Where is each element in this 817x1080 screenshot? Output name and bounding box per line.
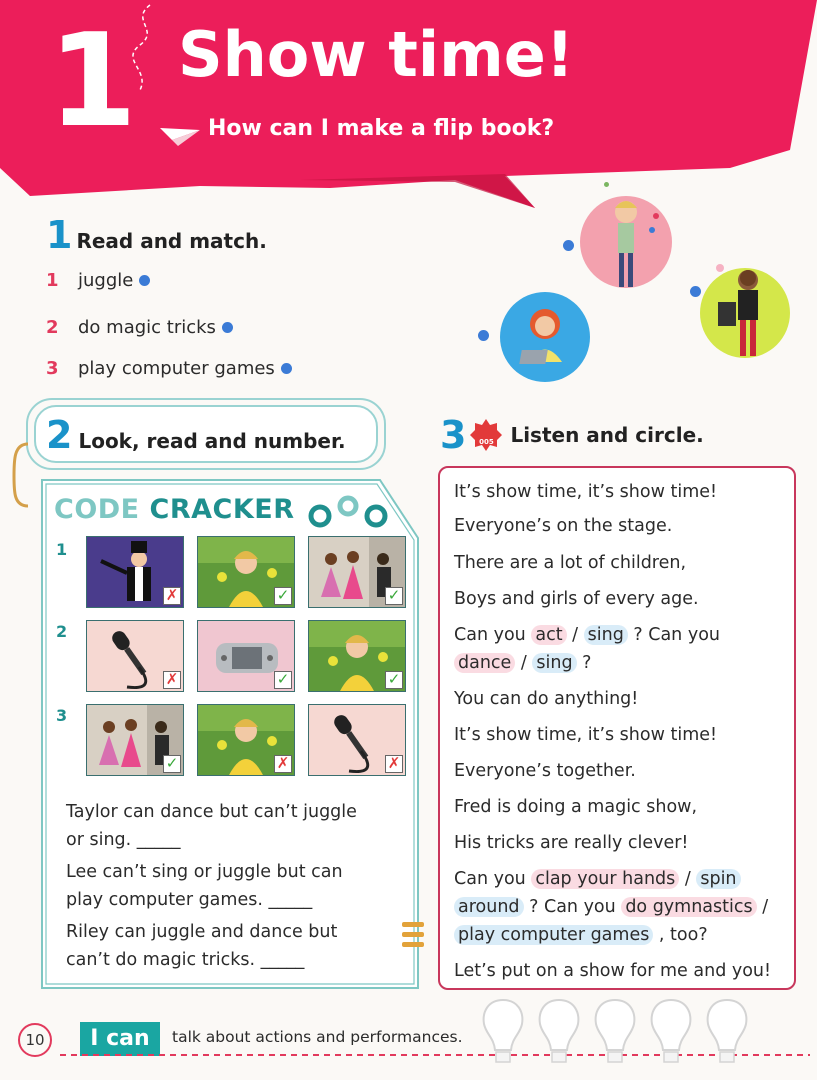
gears-icon [304, 492, 394, 532]
cross-icon: ✗ [385, 755, 403, 773]
tick-icon: ✓ [274, 587, 292, 605]
match-item-2[interactable]: 2 do magic tricks [46, 317, 233, 338]
audio-track-badge[interactable]: 005 [470, 419, 502, 451]
choice-sing-2[interactable]: sing [532, 653, 576, 673]
song-line: dance / sing ? [454, 653, 591, 673]
sentence-3: Riley can juggle and dance but can’t do magic tricks. _____ [66, 918, 396, 974]
song-line: You can do anything! [454, 689, 639, 709]
juggler-figure-icon [580, 186, 672, 296]
song-line: Everyone’s on the stage. [454, 516, 673, 536]
i-can-statement: talk about actions and performances. [172, 1028, 463, 1046]
unit-number: 1 [48, 7, 134, 156]
exercise1-title: Read and match. [76, 229, 267, 253]
song-line: Everyone’s together. [454, 761, 636, 781]
exercise2-heading [46, 413, 346, 457]
song-line: Fred is doing a magic show, [454, 797, 698, 817]
exercise1-heading [46, 213, 267, 257]
song-line: It’s show time, it’s show time! [454, 482, 718, 502]
row-number: 2 [56, 622, 68, 641]
choice-clap-your-hands[interactable]: clap your hands [531, 869, 679, 889]
tick-icon: ✓ [385, 587, 403, 605]
choice-spin-around[interactable]: around [454, 897, 524, 917]
song-line: Can you clap your hands / spin [454, 869, 741, 889]
song-line: around ? Can you do gymnastics / [454, 897, 768, 917]
match-dot[interactable] [281, 363, 292, 374]
exercise3-title: Listen and circle. [510, 423, 704, 447]
picture-mic [86, 620, 184, 692]
dashed-divider [60, 1052, 810, 1058]
picture-juggle [197, 536, 295, 608]
match-dot-magic[interactable] [690, 286, 701, 297]
match-dot[interactable] [139, 275, 150, 286]
gamer-figure-icon [500, 292, 590, 382]
lightbulb-icon[interactable] [536, 996, 582, 1070]
song-line: play computer games , too? [454, 925, 708, 945]
code-cracker-title: CODE CRACKER [54, 494, 295, 525]
choice-dance[interactable]: dance [454, 653, 515, 673]
row-number: 1 [56, 540, 68, 559]
binder-ring-icon [10, 440, 32, 510]
lightbulb-icon[interactable] [592, 996, 638, 1070]
picture-juggle [197, 704, 295, 776]
picture-dance [86, 704, 184, 776]
unit-subtitle: How can I make a flip book? [208, 116, 555, 141]
exercise3-number: 3 [440, 413, 467, 457]
unit-title: Show time! [178, 18, 575, 91]
song-line: His tricks are really clever! [454, 833, 689, 853]
exercise2-number: 2 [46, 413, 73, 457]
exercise2-title: Look, read and number. [78, 429, 346, 453]
lightbulb-icon[interactable] [480, 996, 526, 1070]
choice-do-gymnastics[interactable]: do gymnastics [621, 897, 756, 917]
song-line: Can you act / sing ? Can you [454, 625, 720, 645]
audio-burst-icon [470, 419, 502, 451]
sentence-2: Lee can’t sing or juggle but can play computer games. _____ [66, 858, 396, 914]
answer-blank-3[interactable]: can’t do magic tricks. _____ [66, 950, 305, 970]
sentence-1: Taylor can dance but can’t juggle or sing. _____ [66, 798, 396, 854]
picture-dance [308, 536, 406, 608]
match-dot-games[interactable] [478, 330, 489, 341]
i-can-label: I can [80, 1022, 160, 1056]
page-number: 10 [18, 1023, 52, 1057]
song-line: There are a lot of children, [454, 553, 687, 573]
tick-icon: ✓ [385, 671, 403, 689]
answer-blank-1[interactable]: or sing. _____ [66, 830, 181, 850]
picture-mic [308, 704, 406, 776]
song-line: Let’s put on a show for me and you! [454, 961, 772, 981]
picture-juggle [308, 620, 406, 692]
cross-icon: ✗ [163, 587, 181, 605]
lightbulb-icon[interactable] [704, 996, 750, 1070]
choice-spin[interactable]: spin [696, 869, 740, 889]
exercise1-number: 1 [46, 213, 73, 257]
exercise3-heading [440, 413, 704, 457]
tick-icon: ✓ [274, 671, 292, 689]
picture-console [197, 620, 295, 692]
match-dot-juggle[interactable] [563, 240, 574, 251]
match-item-3[interactable]: 3 play computer games [46, 358, 292, 379]
magician-figure-icon [700, 262, 790, 362]
match-item-1[interactable]: 1 juggle [46, 270, 150, 291]
match-dot[interactable] [222, 322, 233, 333]
answer-blank-2[interactable]: play computer games. _____ [66, 890, 313, 910]
choice-act[interactable]: act [531, 625, 566, 645]
cross-icon: ✗ [274, 755, 292, 773]
lightbulb-icon[interactable] [648, 996, 694, 1070]
tick-icon: ✓ [163, 755, 181, 773]
picture-magic [86, 536, 184, 608]
song-line: It’s show time, it’s show time! [454, 725, 718, 745]
binder-clip-icon [400, 918, 426, 952]
song-line: Boys and girls of every age. [454, 589, 699, 609]
cross-icon: ✗ [163, 671, 181, 689]
choice-sing[interactable]: sing [584, 625, 628, 645]
row-number: 3 [56, 706, 68, 725]
choice-play-computer-games[interactable]: play computer games [454, 925, 653, 945]
